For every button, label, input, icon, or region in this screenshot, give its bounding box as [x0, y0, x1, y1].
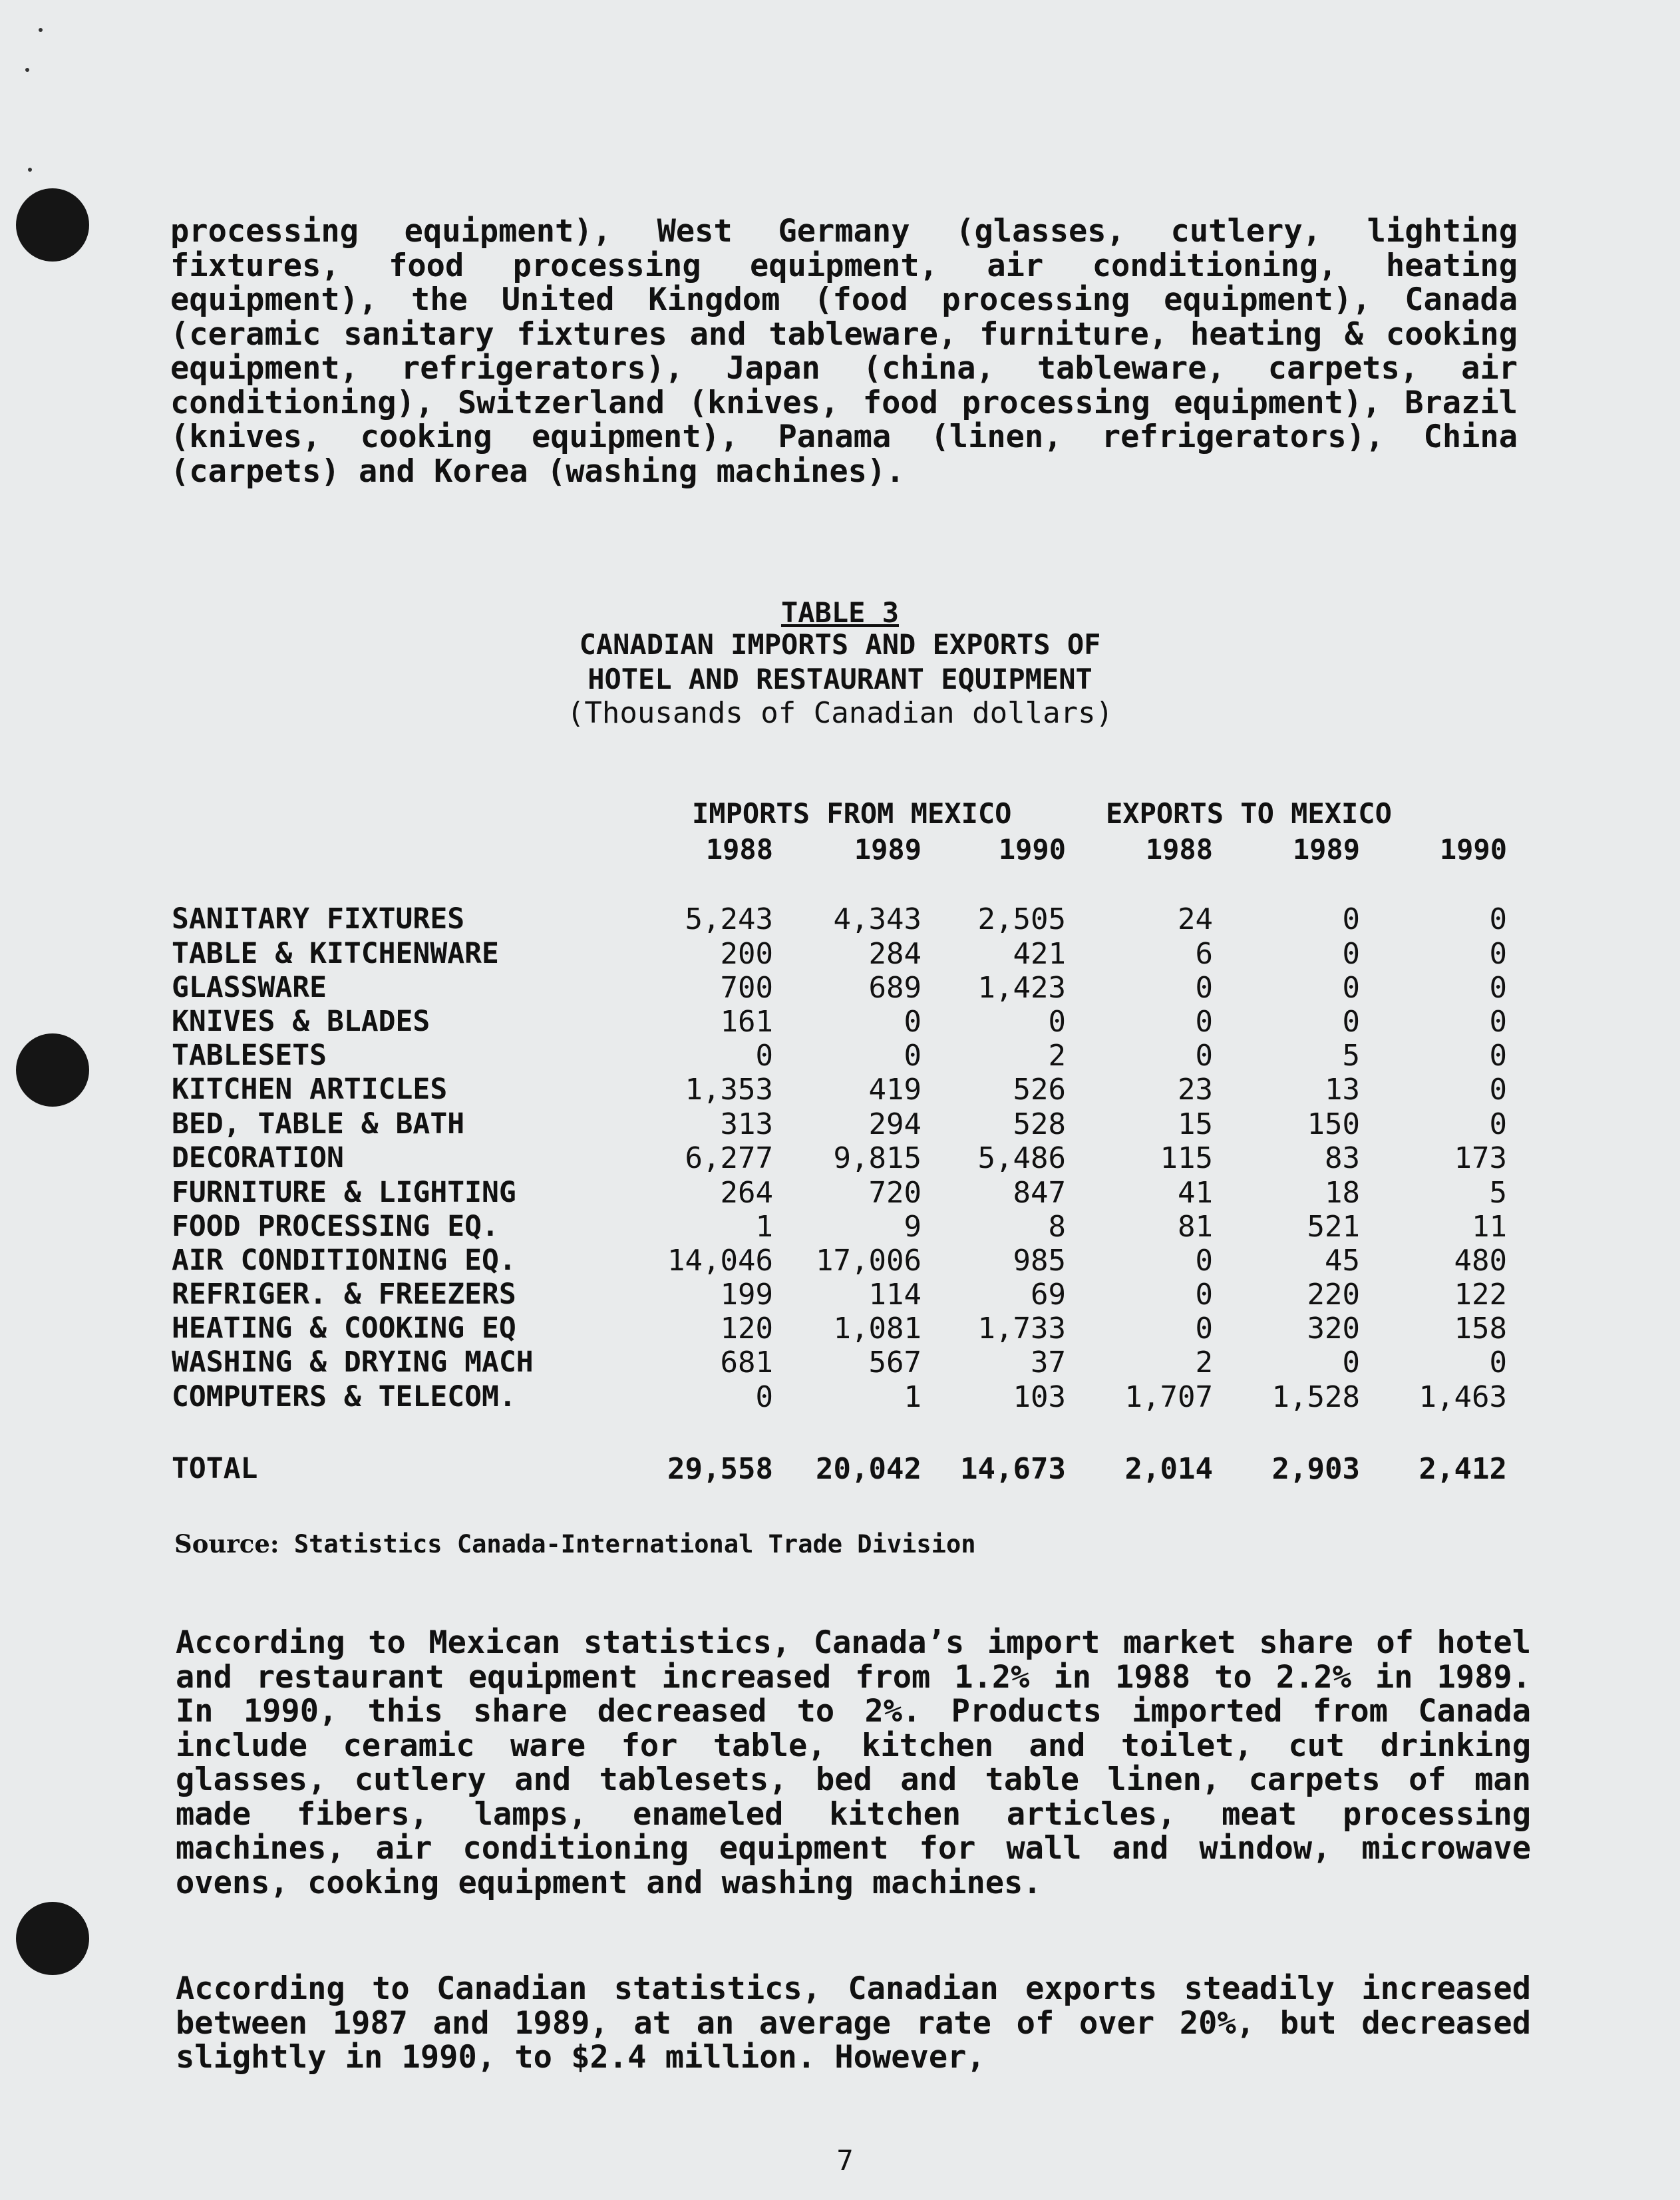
binder-hole-top [16, 188, 89, 262]
table-row [0, 1107, 1680, 1142]
cell-exports-1989: 0 [1342, 971, 1360, 1005]
cell-exports-1990: 0 [1489, 1073, 1507, 1107]
cell-imports-1988: 5,243 [685, 902, 773, 936]
cell-imports-1988: 264 [720, 1176, 773, 1210]
total-exports-1990: 2,412 [1419, 1452, 1507, 1486]
cell-imports-1990: 0 [1048, 1005, 1066, 1039]
cell-exports-1988: 115 [1160, 1141, 1213, 1175]
cell-imports-1988: 0 [755, 1380, 773, 1414]
speck [25, 68, 29, 72]
cell-imports-1990: 421 [1013, 937, 1066, 971]
table-title-line1: CANADIAN IMPORTS AND EXPORTS OF [579, 628, 1101, 661]
cell-imports-1989: 1 [904, 1380, 922, 1414]
table-total-row [0, 1452, 1680, 1487]
cell-imports-1988: 1 [755, 1210, 773, 1244]
speck [28, 168, 32, 172]
cell-imports-1990: 2,505 [977, 902, 1066, 936]
cell-exports-1990: 11 [1472, 1210, 1507, 1244]
cell-exports-1988: 81 [1178, 1210, 1213, 1244]
cell-imports-1989: 9,815 [833, 1141, 922, 1175]
cell-imports-1990: 69 [1031, 1278, 1066, 1312]
table-row [0, 902, 1680, 937]
market-share-paragraph: According to Mexican statistics, Canada’s import market share of hotel and restaurant equipment increased from 1.2% in 1988 to 2.2% in 1989. In 1990, this share decreased to 2%. Products imported from Canada include ceramic ware for table, kitchen and toilet, cut drinking glasses, cutlery and tablesets, bed and table linen, carpets of man made fibers, lamps, enameled kitchen articles, meat processing machines, air conditioning equipment for wall and window, microwave ovens, cooking equipment and washing machines. [176, 1624, 1531, 1901]
cell-exports-1990: 0 [1489, 1005, 1507, 1039]
cell-exports-1989: 0 [1342, 1005, 1360, 1039]
table-row [0, 1176, 1680, 1210]
total-imports-1988: 29,558 [667, 1452, 773, 1486]
cell-exports-1990: 0 [1489, 1346, 1507, 1379]
cell-imports-1990: 526 [1013, 1073, 1066, 1107]
exports-paragraph: According to Canadian statistics, Canadian exports steadily increased between 1987 and 1989, at an average rate of over 20%, but decreased slightly in 1990, to $2.4 million. However, [176, 1970, 1531, 2076]
total-exports-1989: 2,903 [1271, 1452, 1360, 1486]
cell-exports-1988: 0 [1195, 1278, 1213, 1312]
cell-exports-1988: 2 [1195, 1346, 1213, 1379]
row-category: FURNITURE & LIGHTING [172, 1176, 516, 1209]
table-row [0, 1005, 1680, 1039]
cell-exports-1988: 0 [1195, 1244, 1213, 1278]
cell-imports-1988: 700 [720, 971, 773, 1005]
total-exports-1988: 2,014 [1124, 1452, 1213, 1486]
cell-imports-1989: 720 [868, 1176, 922, 1210]
cell-imports-1989: 1,081 [833, 1312, 922, 1346]
binder-hole-bottom [16, 1902, 89, 1975]
year-header: 1990 [1439, 833, 1507, 866]
exports-group-header: EXPORTS TO MEXICO [1106, 797, 1392, 830]
table-units: (Thousands of Canadian dollars) [566, 696, 1114, 730]
page-number: 7 [836, 2144, 854, 2177]
cell-imports-1990: 8 [1048, 1210, 1066, 1244]
table-number: TABLE 3 [780, 596, 899, 629]
cell-imports-1988: 200 [720, 937, 773, 971]
table-row [0, 1278, 1680, 1312]
cell-imports-1989: 284 [868, 937, 922, 971]
cell-exports-1988: 6 [1195, 937, 1213, 971]
cell-imports-1990: 1,423 [977, 971, 1066, 1005]
table-row [0, 1073, 1680, 1107]
cell-exports-1990: 122 [1454, 1278, 1507, 1312]
cell-imports-1990: 37 [1031, 1346, 1066, 1379]
cell-exports-1990: 480 [1454, 1244, 1507, 1278]
cell-imports-1989: 0 [904, 1039, 922, 1073]
cell-exports-1989: 45 [1325, 1244, 1360, 1278]
cell-imports-1990: 103 [1013, 1380, 1066, 1414]
cell-imports-1989: 17,006 [816, 1244, 922, 1278]
cell-exports-1989: 83 [1325, 1141, 1360, 1175]
intro-paragraph: processing equipment), West Germany (glasses, cutlery, lighting fixtures, food processing equipment, air conditioning, heating equipment), the United Kingdom (food processing equipment), Canada (ceramic sanitary fixtures and tableware, furniture, heating & cooking equipment, refrigerators), Japan (china, tableware, carpets, air conditioning), Switzerland (knives, food processing equipment), Brazil (knives, cooking equipment), Panama (linen, refrigerators), China (carpets) and Korea (washing machines). [170, 213, 1518, 490]
cell-imports-1988: 120 [720, 1312, 773, 1346]
cell-imports-1990: 528 [1013, 1107, 1066, 1141]
cell-imports-1990: 1,733 [977, 1312, 1066, 1346]
year-header: 1989 [854, 833, 922, 866]
cell-exports-1990: 0 [1489, 971, 1507, 1005]
table-row [0, 1039, 1680, 1073]
cell-exports-1990: 0 [1489, 937, 1507, 971]
cell-exports-1988: 41 [1178, 1176, 1213, 1210]
cell-exports-1988: 15 [1178, 1107, 1213, 1141]
total-imports-1989: 20,042 [816, 1452, 922, 1486]
cell-exports-1989: 1,528 [1271, 1380, 1360, 1414]
row-category: TABLE & KITCHENWARE [172, 937, 499, 970]
cell-exports-1989: 0 [1342, 1346, 1360, 1379]
cell-exports-1988: 0 [1195, 1312, 1213, 1346]
table-title-line2: HOTEL AND RESTAURANT EQUIPMENT [588, 663, 1092, 695]
cell-exports-1990: 5 [1489, 1176, 1507, 1210]
cell-imports-1989: 689 [868, 971, 922, 1005]
cell-imports-1989: 567 [868, 1346, 922, 1379]
row-category: SANITARY FIXTURES [172, 902, 465, 936]
row-category: COMPUTERS & TELECOM. [172, 1380, 516, 1413]
cell-exports-1990: 0 [1489, 1039, 1507, 1073]
cell-imports-1988: 1,353 [685, 1073, 773, 1107]
table-row [0, 1210, 1680, 1244]
total-label: TOTAL [172, 1452, 258, 1485]
cell-exports-1989: 0 [1342, 902, 1360, 936]
cell-exports-1989: 13 [1325, 1073, 1360, 1107]
cell-imports-1988: 6,277 [685, 1141, 773, 1175]
cell-imports-1989: 114 [868, 1278, 922, 1312]
cell-imports-1988: 199 [720, 1278, 773, 1312]
cell-imports-1988: 0 [755, 1039, 773, 1073]
table-row [0, 1141, 1680, 1176]
row-category: BED, TABLE & BATH [172, 1107, 465, 1141]
cell-imports-1988: 161 [720, 1005, 773, 1039]
cell-exports-1989: 150 [1307, 1107, 1360, 1141]
cell-imports-1989: 294 [868, 1107, 922, 1141]
cell-exports-1990: 1,463 [1419, 1380, 1507, 1414]
cell-exports-1988: 23 [1178, 1073, 1213, 1107]
cell-imports-1988: 313 [720, 1107, 773, 1141]
cell-imports-1990: 847 [1013, 1176, 1066, 1210]
row-category: HEATING & COOKING EQ [172, 1312, 516, 1345]
cell-exports-1989: 0 [1342, 937, 1360, 971]
cell-imports-1989: 4,343 [833, 902, 922, 936]
cell-exports-1990: 0 [1489, 1107, 1507, 1141]
cell-exports-1989: 18 [1325, 1176, 1360, 1210]
cell-exports-1988: 24 [1178, 902, 1213, 936]
cell-imports-1990: 5,486 [977, 1141, 1066, 1175]
cell-exports-1990: 0 [1489, 902, 1507, 936]
cell-imports-1990: 985 [1013, 1244, 1066, 1278]
speck [39, 28, 43, 32]
year-header: 1989 [1292, 833, 1360, 866]
cell-imports-1988: 681 [720, 1346, 773, 1379]
cell-exports-1989: 320 [1307, 1312, 1360, 1346]
row-category: GLASSWARE [172, 971, 327, 1004]
table-row [0, 937, 1680, 972]
year-header: 1990 [998, 833, 1066, 866]
year-header: 1988 [1145, 833, 1213, 866]
cell-imports-1990: 2 [1048, 1039, 1066, 1073]
table-row [0, 971, 1680, 1006]
cell-exports-1988: 0 [1195, 1039, 1213, 1073]
row-category: DECORATION [172, 1141, 344, 1175]
cell-imports-1989: 9 [904, 1210, 922, 1244]
row-category: FOOD PROCESSING EQ. [172, 1210, 499, 1243]
table-row [0, 1244, 1680, 1278]
cell-exports-1988: 0 [1195, 971, 1213, 1005]
year-header: 1988 [705, 833, 773, 866]
cell-exports-1990: 158 [1454, 1312, 1507, 1346]
source-label: Source: [174, 1529, 279, 1558]
source-text: Statistics Canada-International Trade Division [293, 1530, 976, 1558]
cell-exports-1989: 220 [1307, 1278, 1360, 1312]
total-imports-1990: 14,673 [960, 1452, 1066, 1486]
row-category: REFRIGER. & FREEZERS [172, 1278, 516, 1311]
imports-group-header: IMPORTS FROM MEXICO [692, 797, 1012, 830]
table-row [0, 1380, 1680, 1415]
cell-exports-1990: 173 [1454, 1141, 1507, 1175]
cell-exports-1988: 1,707 [1124, 1380, 1213, 1414]
row-category: WASHING & DRYING MACH [172, 1346, 534, 1379]
cell-exports-1989: 5 [1342, 1039, 1360, 1073]
row-category: TABLESETS [172, 1039, 327, 1072]
cell-imports-1989: 0 [904, 1005, 922, 1039]
table-row [0, 1312, 1680, 1346]
table-source [174, 1529, 976, 1558]
cell-imports-1989: 419 [868, 1073, 922, 1107]
row-category: KITCHEN ARTICLES [172, 1073, 448, 1106]
cell-exports-1988: 0 [1195, 1005, 1213, 1039]
row-category: AIR CONDITIONING EQ. [172, 1244, 516, 1277]
cell-imports-1988: 14,046 [667, 1244, 773, 1278]
row-category: KNIVES & BLADES [172, 1005, 430, 1038]
cell-exports-1989: 521 [1307, 1210, 1360, 1244]
table-row [0, 1346, 1680, 1380]
